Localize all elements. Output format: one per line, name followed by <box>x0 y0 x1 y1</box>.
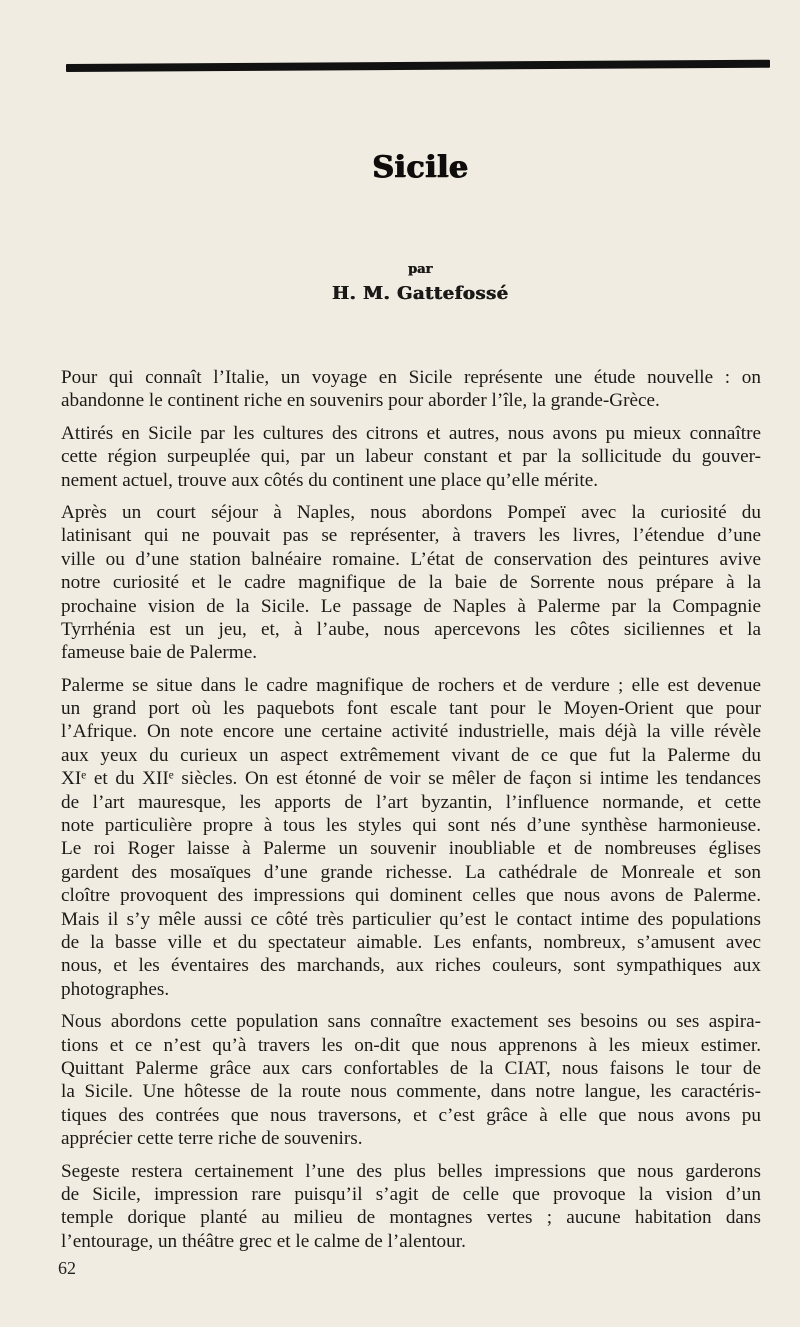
paragraph <box>61 674 761 1001</box>
page-number: 62 <box>58 1258 76 1278</box>
article-author: H. M. Gattefossé <box>331 283 509 304</box>
text-line: cette région surpeuplée qui, par un labeur constant et par la sollicitude du gouver- <box>61 446 761 468</box>
text-line: un grand port où les paquebots font escale tant pour le Moyen-Orient que pour <box>61 698 761 720</box>
text-line: Segeste restera certainement l’une des plus belles impressions que nous garderons <box>61 1160 761 1182</box>
text-line: de l’art mauresque, les apports de l’art byzantin, l’influence normande, et cette <box>61 791 761 813</box>
text-line: Pour qui connaît l’Italie, un voyage en Sicile représente une étude nouvelle : on <box>61 367 761 388</box>
paragraph <box>61 422 761 492</box>
text-line: Attirés en Sicile par les cultures des citrons et autres, nous avons pu mieux connaître <box>61 422 761 444</box>
byline-prefix: par <box>407 262 433 277</box>
text-line: Mais il s’y mêle aussi ce côté très particulier qu’est le contact intime des populations <box>61 908 761 930</box>
text-line: notre curiosité et le cadre magnifique de la baie de Sorrente nous prépare à la <box>61 572 761 594</box>
text-line: photographes. <box>61 978 170 1000</box>
text-line: de Sicile, impression rare puisqu’il s’agit de celle que provoque la vision d’un <box>61 1183 761 1205</box>
text-line: note particulière propre à tous les styles qui sont nés d’une synthèse harmonieuse. <box>61 815 761 837</box>
text-line: l’entourage, un théâtre grec et le calme de l’alentour. <box>61 1230 466 1252</box>
paragraph <box>61 1010 761 1150</box>
text-line: Après un court séjour à Naples, nous abordons Pompeï avec la curiosité du <box>61 501 761 523</box>
text-line: cloître provoquent des impressions qui dominent celles que nous avons de Palerme. <box>61 885 761 907</box>
text-line: la Sicile. Une hôtesse de la route nous commente, dans notre langue, les caractéris- <box>61 1081 761 1103</box>
text-line: fameuse baie de Palerme. <box>61 642 258 664</box>
text-line: aux yeux du curieux un aspect extrêmement vivant de ce que fut la Palerme du <box>61 744 761 766</box>
article-body <box>61 366 761 1262</box>
paragraph <box>61 1160 761 1254</box>
text-line: nement actuel, trouve aux côtés du continent une place qu’elle mérite. <box>61 469 599 491</box>
text-line: Le roi Roger laisse à Palerme un souvenir inoubliable et de nombreuses églises <box>61 838 761 860</box>
text-line: latinisant qui ne pouvait pas se représenter, à travers les livres, l’étendue d’une <box>61 525 761 547</box>
text-line: XIᵉ et du XIIᵉ siècles. On est étonné de voir se mêler de façon si intime les tendances <box>61 768 761 790</box>
paragraph <box>61 366 761 413</box>
text-line: Tyrrhénia est un jeu, et, à l’aube, nous apercevons les côtes siciliennes et la <box>61 618 761 640</box>
text-line: gardent des mosaïques d’une grande richesse. La cathédrale de Monreale et son <box>61 861 761 883</box>
text-line: prochaine vision de la Sicile. Le passage de Naples à Palerme par la Compagnie <box>61 595 761 617</box>
text-line: Quittant Palerme grâce aux cars confortables de la CIAT, nous faisons le tour de <box>61 1057 761 1079</box>
text-line: tiques des contrées que nous traversons, et c’est grâce à elle que nous avons pu <box>61 1104 761 1126</box>
text-line: Nous abordons cette population sans connaître exactement ses besoins ou ses aspira- <box>61 1011 761 1033</box>
text-line: Palerme se situe dans le cadre magnifique de rochers et de verdure ; elle est devenue <box>61 674 761 696</box>
text-line: de la basse ville et du spectateur aimable. Les enfants, nombreux, s’amusent avec <box>61 931 761 953</box>
text-line: abandonne le continent riche en souvenirs pour aborder l’île, la grande-Grèce. <box>61 390 660 412</box>
article-title: Sicile <box>371 150 469 185</box>
text-line: tions et ce n’est qu’à travers les on-dit que nous apprenons à les mieux estimer. <box>61 1034 761 1056</box>
text-line: temple dorique planté au milieu de montagnes vertes ; aucune habitation dans <box>61 1207 761 1229</box>
text-line: nous, et les éventaires des marchands, aux riches couleurs, sont sympathiques aux <box>61 955 761 977</box>
text-line: ville ou d’une station balnéaire romaine. L’état de conservation des peintures avive <box>61 548 761 570</box>
text-line: l’Afrique. On note encore une certaine activité industrielle, mais déjà la ville révèle <box>61 721 761 743</box>
text-line: apprécier cette terre riche de souvenirs. <box>61 1128 363 1150</box>
paragraph <box>61 501 761 665</box>
top-rule <box>66 60 770 72</box>
